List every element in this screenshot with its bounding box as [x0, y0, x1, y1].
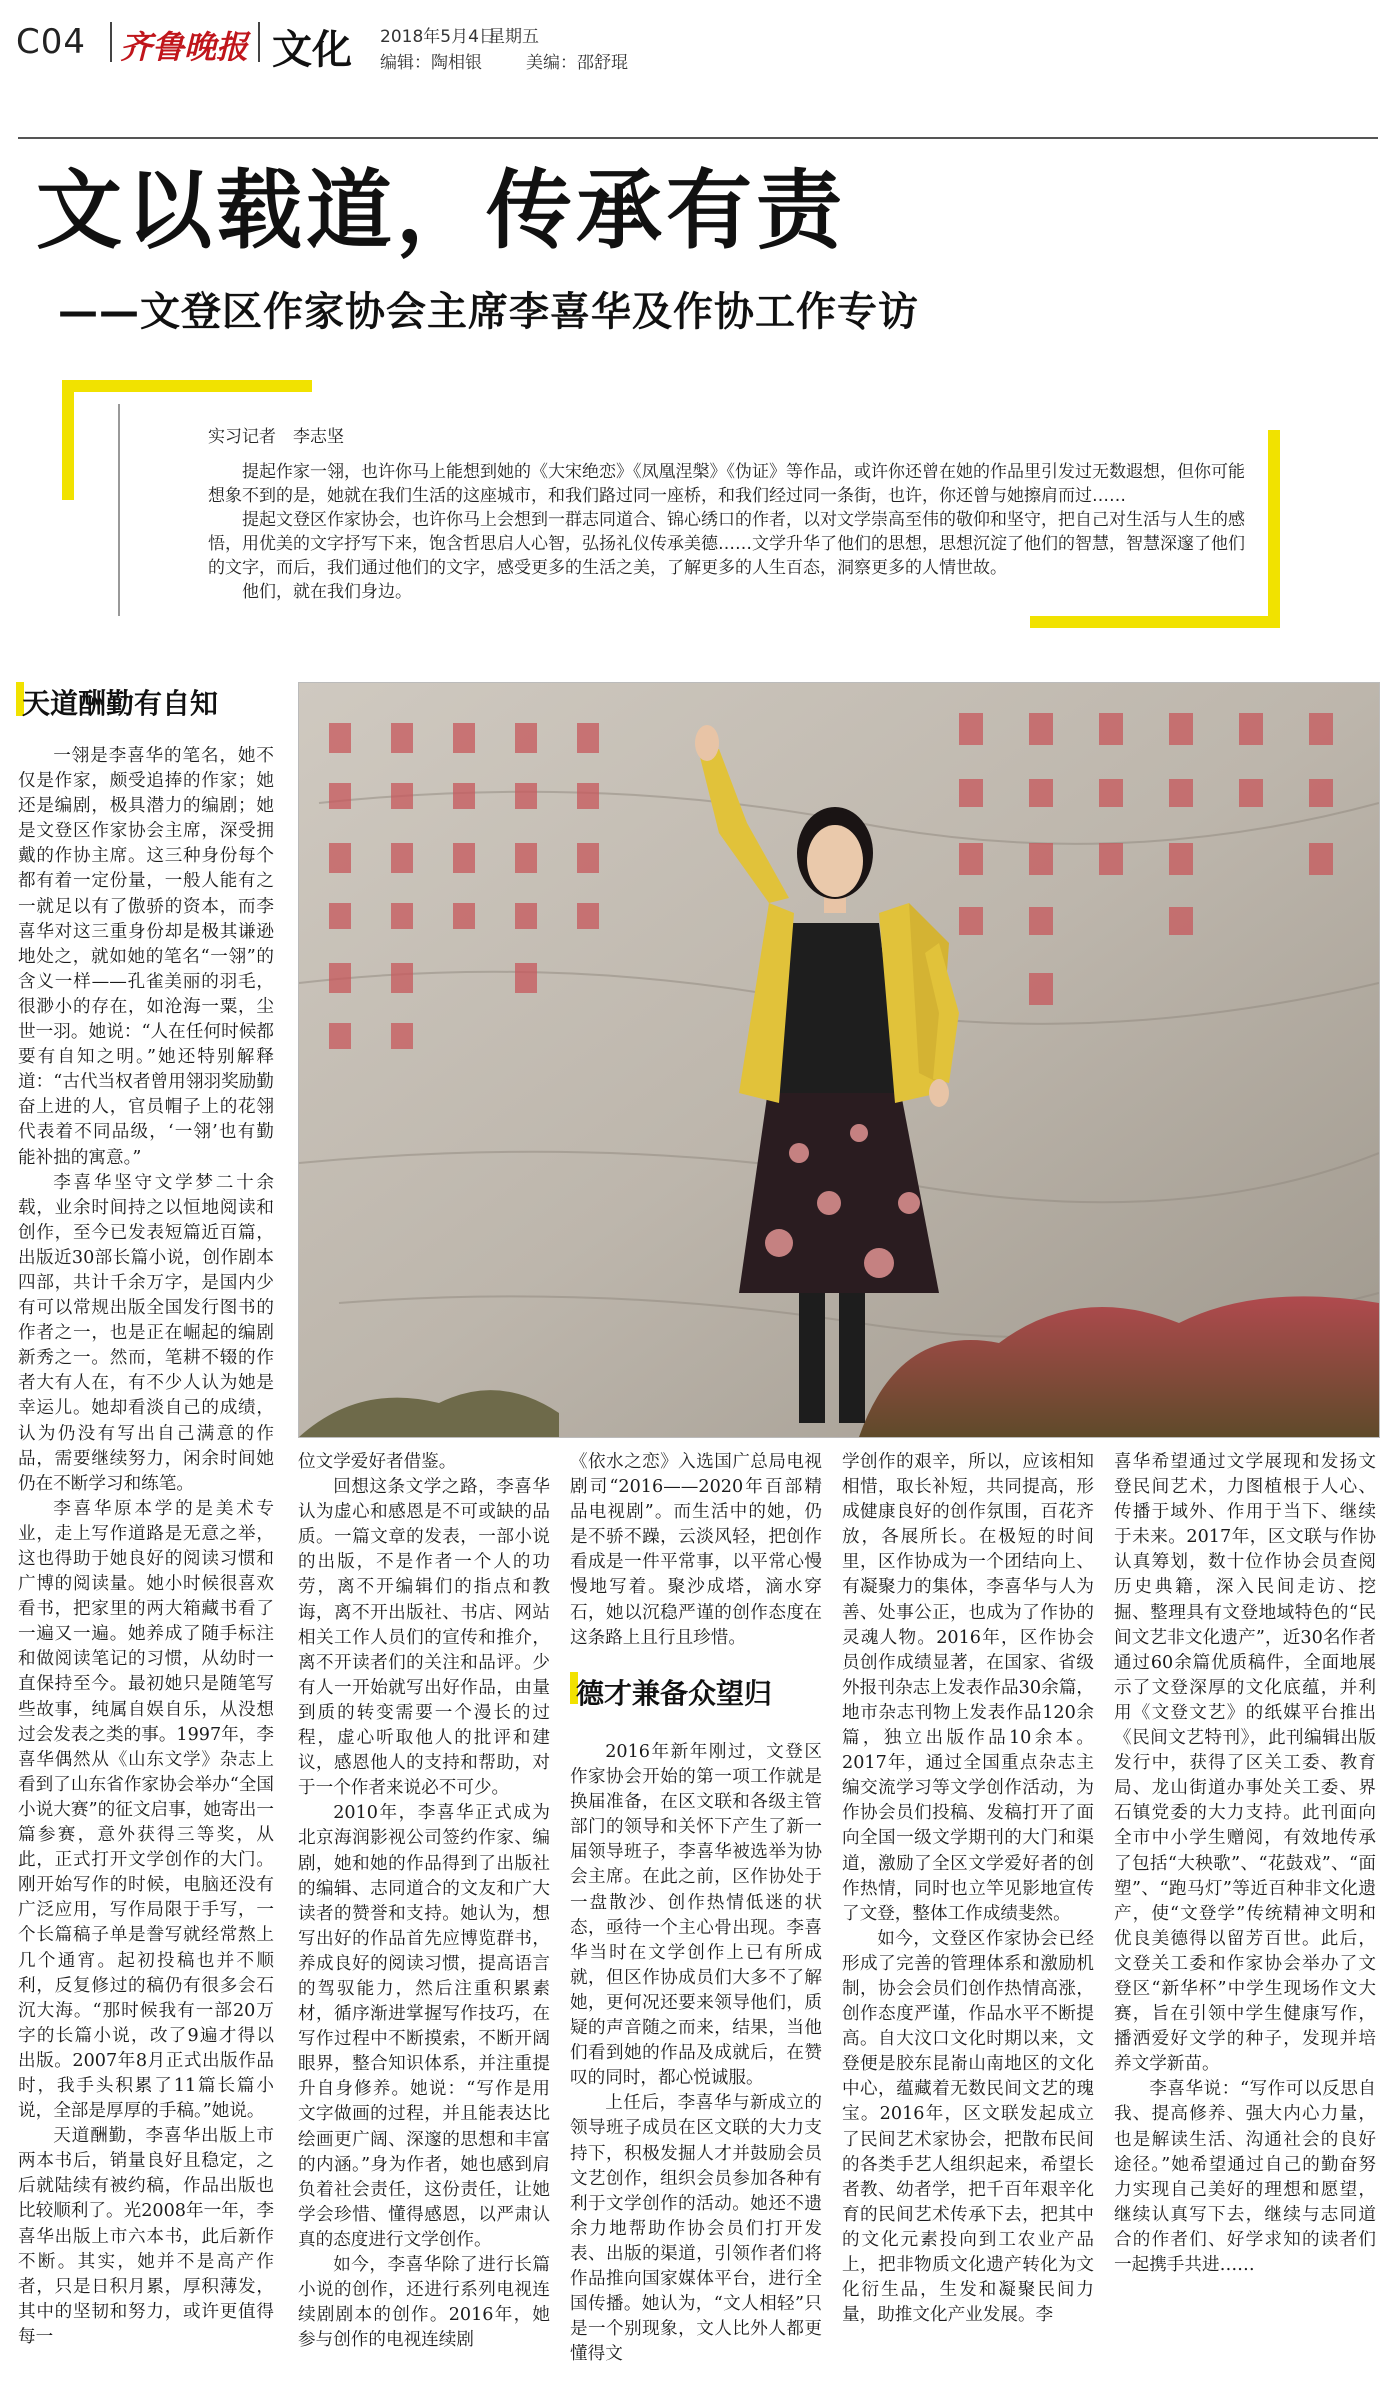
- section-title: 德才兼备众望归: [576, 1677, 773, 1710]
- paragraph: 李喜华说：“写作可以反思自我、提高修养、强大内心力量，也是解读生活、沟通社会的良好途径。”她希望通过自己的勤奋努力实现自己美好的理想和愿望，继续认真写下去，继续与志同道合的作者们、好学求知的读者们一起携手共进……: [1114, 2079, 1376, 2275]
- article-column-3: [570, 1740, 822, 2384]
- section-name: 文化: [272, 27, 352, 73]
- intro-paragraph: 他们，就在我们身边。: [242, 582, 412, 602]
- masthead-divider: [258, 22, 260, 62]
- paragraph: 李喜华坚守文学梦二十余载，业余时间持之以恒地阅读和创作，至今已发表短篇近百篇，出版近30部长篇小说，创作剧本四部，共计千余万字，是国内少有可以常规出版全国发行图书的作者之一，也是正在崛起的编剧新秀之一。然而，笔耕不辍的作者大有人在，有不少人认为她是幸运儿。她却看淡自己的成绩，认为仍没有写出自己满意的作品，需要继续努力，闲余时间她仍在不断学习和练笔。: [18, 1172, 274, 1494]
- paragraph: 如今，李喜华除了进行长篇小说的创作，还进行系列电视连续剧剧本的创作。2016年，她参与创作的电视连续剧: [298, 2255, 550, 2351]
- page-number: C04: [16, 22, 87, 62]
- paragraph: 《依水之恋》入选国广总局电视剧司“2016——2020年百部精品电视剧”。而生活中的她，仍是不骄不躁，云淡风轻，把创作看成是一件平常事，以平常心慢慢地写着。聚沙成塔，滴水穿石，她以沉稳严谨的创作态度在这条路上且行且珍惜。: [570, 1452, 822, 1648]
- masthead-rule: [18, 137, 1378, 139]
- paragraph: 天道酬勤，李喜华出版上市两本书后，销量良好且稳定，之后就陆续有被约稿，作品出版也比较顺利了。光2008年一年，李喜华出版上市六本书，此后新作不断。其实，她并不是高产作者，只是日积月累，厚积薄发，其中的坚韧和努力，或许更值得每一: [18, 2126, 274, 2347]
- intro-paragraph: 提起文登区作家协会，也许你马上会想到一群志同道合、锦心绣口的作者，以对文学崇高至伟的敬仰和坚守，把自己对生活与人生的感悟，用优美的文字抒写下来，饱含哲思启人心智，弘扬礼仪传承美德……文学升华了他们的思想，思想沉淀了他们的智慧，智慧深邃了他们的文字，而后，我们通过他们的文字，感受更多的生活之美，了解更多的人生百态，洞察更多的人情世故。: [208, 510, 1245, 578]
- paper-logo: 齐鲁晚报: [120, 28, 249, 66]
- paragraph: 学创作的艰辛，所以，应该相知相惜，取长补短，共同提高，形成健康良好的创作氛围，百花齐放，各展所长。在极短的时间里，区作协成为一个团结向上、有凝聚力的集体，李喜华与人为善、处事公正，也成为了作协的灵魂人物。2016年，区作协会员创作成绩显著，在国家、省级外报刊杂志上发表作品30余篇，地市杂志刊物上发表作品120余篇，独立出版作品10余本。2017年，通过全国重点杂志主编交流学习等文学创作活动，为作协会员们投稿、发稿打开了面向全国一级文学期刊的大门和渠道，激励了全区文学爱好者的创作热情，同时也立竿见影地宣传了文登，整体工作成绩斐然。: [842, 1452, 1094, 1924]
- headline: 文以载道，传承有责: [36, 161, 846, 261]
- paragraph: 李喜华原本学的是美术专业，走上写作道路是无意之举，这也得助于她良好的阅读习惯和广博的阅读量。她小时候很喜欢看书，把家里的两大箱藏书看了一遍又一遍。她养成了随手标注和做阅读笔记的习惯，从幼时一直保持至今。最初她只是随笔写些故事，纯属自娱自乐，从没想过会发表之类的事。1997年，李喜华偶然从《山东文学》杂志上看到了山东省作家协会举办“全国小说大赛”的征文启事，她寄出一篇参赛，意外获得三等奖，从此，正式打开文学创作的大门。刚开始写作的时候，电脑还没有广泛应用，写作局限于手写，一个长篇稿子单是誊写就经常熬上几个通宵。起初投稿也并不顺利，反复修过的稿仍有很多会石沉大海。“那时候我有一部20万字的长篇小说，改了9遍才得以出版。2007年8月正式出版作品时，我手头积累了11篇长篇小说，全部是厚厚的手稿。”她说。: [18, 1498, 274, 2122]
- article-column-4: [842, 1450, 1094, 2384]
- paragraph: 2010年，李喜华正式成为北京海润影视公司签约作家、编剧，她和她的作品得到了出版社的编辑、志同道合的文友和广大读者的赞誉和支持。她认为，想写出好的作品首先应博览群书，养成良好的阅读习惯，提高语言的驾驭能力，然后注重积累素材，循序渐进掌握写作技巧，在写作过程中不断摸索，不断开阔眼界，整合知识体系，并注重提升自身修养。她说：“写作是用文字做画的过程，并且能表达比绘画更广阔、深邃的思想和丰富的内涵。”身为作者，她也感到肩负着社会责任，这份责任，让她学会珍惜、懂得感恩，以严肃认真的态度进行文学创作。: [298, 1803, 550, 2250]
- article-column-2: [298, 1450, 550, 2384]
- paragraph: 位文学爱好者借鉴。: [298, 1452, 457, 1472]
- intro-frame-top: [62, 380, 312, 392]
- byline: 实习记者 李志坚: [208, 427, 344, 447]
- paragraph: 一翎是李喜华的笔名，她不仅是作家，颇受追捧的作家；她还是编剧，极具潜力的编剧；她是文登区作家协会主席，深受拥戴的作协主席。这三种身份每个都有着一定份量，一般人能有之一就足以有了傲骄的资本，而李喜华对这三重身份却是极其谦逊地处之，就如她的笔名“一翎”的含义一样——孔雀美丽的羽毛，很渺小的存在，如沧海一粟，尘世一羽。她说：“人在任何时候都要有自知之明。”她还特别解释道：“古代当权者曾用翎羽奖励勤奋上进的人，官员帽子上的花翎代表着不同品级，‘一翎’也有勤能补拙的寓意。”: [18, 746, 274, 1168]
- issue-weekday: 星期五: [488, 27, 539, 47]
- intro-frame-right: [1268, 430, 1280, 628]
- issue-date: 2018年5月4日: [380, 27, 496, 47]
- intro-frame-left: [62, 380, 74, 500]
- intro-paragraph: 提起作家一翎，也许你马上能想到她的《大宋绝恋》《凤凰涅槃》《伪证》等作品，或许你还曾在她的作品里引发过无数遐想，但你可能想象不到的是，她就在我们生活的这座城市，和我们路过同一座桥，和我们经过同一条街，也许，你还曾与她擦肩而过……: [208, 462, 1245, 506]
- paragraph: 回想这条文学之路，李喜华认为虚心和感恩是不可或缺的品质。一篇文章的发表，一部小说的出版，不是作者一个人的功劳，离不开编辑们的指点和教诲，离不开出版社、书店、网站相关工作人员们的宣传和推介，离不开读者们的关注和品评。少有人一开始就写出好作品，由量到质的转变需要一个漫长的过程，虚心听取他人的批评和建议，感恩他人的支持和帮助，对于一个作者来说必不可少。: [298, 1477, 550, 1799]
- section-title: 天道酬勤有自知: [22, 687, 219, 720]
- paragraph: 如今，文登区作家协会已经形成了完善的管理体系和激励机制，协会会员们创作热情高涨，创作态度严谨，作品水平不断提高。自大汶口文化时期以来，文登便是胶东昆嵛山南地区的文化中心，蕴藏着无数民间文艺的瑰宝。2016年，区文联发起成立了民间艺术家协会，把散布民间的各类手艺人组织起来，希望长者教、幼者学，把千百年艰辛化育的民间艺术传承下去，把其中的文化元素投向到工农业产品上，把非物质文化遗产转化为文化衍生品，生发和凝聚民间力量，助推文化产业发展。李: [842, 1928, 1094, 2326]
- masthead: [0, 0, 1395, 140]
- intro-frame-bottom: [1030, 616, 1280, 628]
- article-column-5: [1114, 1450, 1376, 2384]
- masthead-divider: [110, 22, 112, 62]
- paragraph: 2016年新年刚过，文登区作家协会开始的第一项工作就是换届准备，在区文联和各级主管部门的领导和关怀下产生了新一届领导班子，李喜华被选举为协会主席。在此之前，区作协处于一盘散沙、创作热情低迷的状态，亟待一个主心骨出现。李喜华当时在文学创作上已有所成就，但区作协成员们大多不了解她，更何况还要来领导他们，质疑的声音随之而来，结果，当他们看到她的作品及成就后，在赞叹的同时，都心悦诚服。: [570, 1742, 822, 2089]
- intro-frame-rule: [118, 404, 120, 616]
- article-photo: [298, 682, 1380, 1438]
- paragraph: 上任后，李喜华与新成立的领导班子成员在区文联的大力支持下，积极发掘人才并鼓励会员文艺创作，组织会员参加各种有利于文学创作的活动。她还不遗余力地帮助作协会员们打开发表、出版的渠道，引领作者们将作品推向国家媒体平台，进行全国传播。她认为，“文人相轻”只是一个别现象，文人比外人都更懂得文: [570, 2093, 822, 2365]
- article-column-3-top: [570, 1450, 822, 1670]
- article-column-1: [18, 744, 274, 2384]
- subheadline: ——文登区作家协会主席李喜华及作协工作专访: [58, 289, 919, 335]
- paragraph: 喜华希望通过文学展现和发扬文登民间艺术，力图植根于人心、传播于域外、作用于当下、继续于未来。2017年，区文联与作协认真筹划，数十位作协会员查阅历史典籍，深入民间走访、挖掘、整理具有文登地域特色的“民间文艺非文化遗产”，近30名作者通过60余篇优质稿件，全面地展示了文登深厚的文化底蕴，并利用《文登文艺》的纸媒平台推出《民间文艺特刊》，此刊编辑出版发行中，获得了区关工委、教育局、龙山街道办事处关工委、界石镇党委的大力支持。此刊面向全市中小学生赠阅，有效地传承了包括“大秧歌”、“花鼓戏”、“面塑”、“跑马灯”等近百种非文化遗产，使“文登学”传统精神文明和优良美德得以留芳百世。此后，文登关工委和作家协会举办了文登区“新华杯”中学生现场作文大赛，旨在引领中学生健康写作，播洒爱好文学的种子，发现并培养文学新苗。: [1114, 1452, 1376, 2075]
- designer-credit: 美编：邵舒琨: [526, 53, 628, 73]
- photo-illustration: [299, 683, 1379, 1437]
- editor-credit: 编辑：陶相银: [380, 53, 482, 73]
